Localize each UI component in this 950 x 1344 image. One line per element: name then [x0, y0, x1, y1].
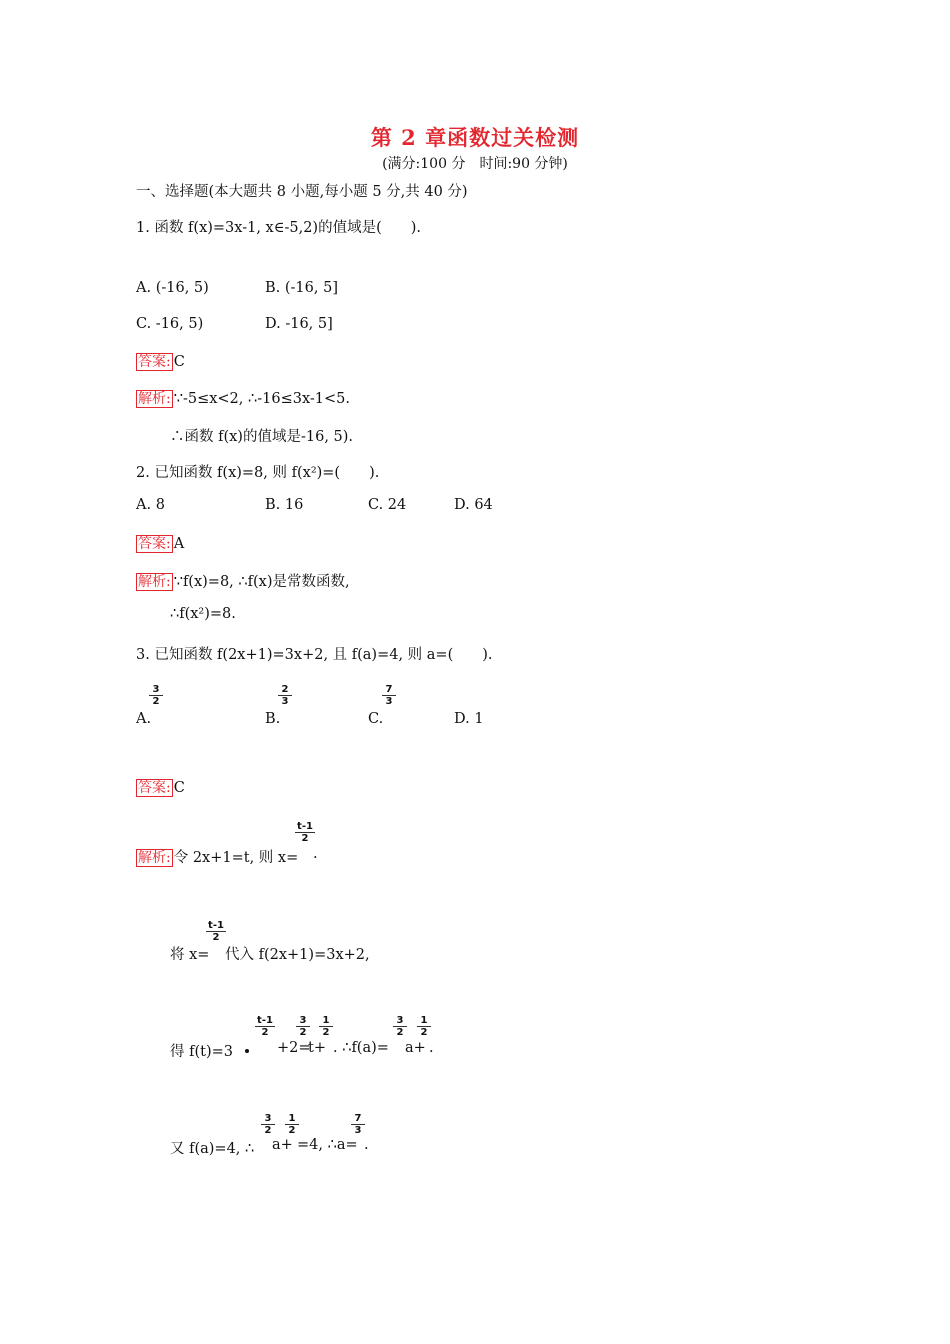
- q2-option-a: A. 8: [136, 497, 165, 513]
- q3-option-b: B.: [265, 711, 281, 727]
- fraction-t-minus-1-over-2: $\frac{t-1}{2}$: [295, 821, 315, 844]
- q3-option-b-fraction: $\frac{2}{3}$: [278, 684, 292, 707]
- q1-analysis-2: ∴函数 f(x)的值域是-16, 5).: [170, 429, 354, 445]
- q3-option-a: A.: [136, 711, 152, 727]
- q3-analysis-1: 令 2x+1=t, 则 x=: [173, 850, 299, 866]
- answer-tag: 答案:: [138, 536, 171, 552]
- q3-stem: 3. 已知函数 f(2x+1)=3x+2, 且 f(a)=4, 则 a=( ).: [136, 647, 493, 663]
- fraction-7-over-3: $\frac{7}{3}$: [351, 1113, 365, 1136]
- q2-option-c: C. 24: [368, 497, 407, 513]
- q2-analysis-1: ∵f(x)=8, ∴f(x)是常数函数,: [173, 574, 350, 590]
- fraction-1-over-2: $\frac{1}{2}$: [319, 1015, 333, 1038]
- q1-analysis-1: ∵-5≤x<2, ∴-16≤3x-1<5.: [173, 391, 350, 407]
- fraction-1-over-2: $\frac{1}{2}$: [417, 1015, 431, 1038]
- q3-option-c-fraction: $\frac{7}{3}$: [382, 684, 396, 707]
- q1-analysis-row: [136, 388, 350, 408]
- q1-stem: 1. 函数 f(x)=3x-1, x∈-5,2)的值域是( ).: [136, 220, 422, 236]
- q3-option-d: D. 1: [454, 711, 484, 727]
- q3-option-c: C.: [368, 711, 384, 727]
- analysis-tag: 解析:: [138, 574, 171, 590]
- page-subtitle: (满分:100 分 时间:90 分钟): [382, 156, 568, 172]
- q2-option-b: B. 16: [265, 497, 304, 513]
- fraction-3-over-2: $\frac{3}{2}$: [261, 1113, 275, 1136]
- analysis-tag: 解析:: [138, 391, 171, 407]
- section-heading: 一、选择题(本大题共 8 小题,每小题 5 分,共 40 分): [136, 184, 468, 200]
- fraction-3-over-2: $\frac{3}{2}$: [296, 1015, 310, 1038]
- q1-answer-row: [136, 351, 185, 371]
- q2-analysis-2: ∴f(x²)=8.: [170, 606, 236, 622]
- q2-analysis-row: [136, 570, 350, 591]
- q3-analysis-3-c: t+: [308, 1040, 326, 1056]
- fraction-3-over-2: $\frac{3}{2}$: [393, 1015, 407, 1038]
- q3-analysis-1-end: .: [313, 846, 318, 862]
- q3-analysis-2-end: 代入 f(2x+1)=3x+2,: [225, 947, 370, 963]
- q2-stem: 2. 已知函数 f(x)=8, 则 f(x²)=( ).: [136, 465, 380, 481]
- fraction-t-minus-1-over-2: $\frac{t-1}{2}$: [206, 920, 226, 943]
- q3-analysis-3-e: a+: [405, 1040, 426, 1056]
- q1-option-a: A. (-16, 5): [136, 280, 209, 296]
- answer-tag: 答案:: [138, 780, 171, 796]
- q1-option-d: D. -16, 5]: [265, 316, 333, 332]
- analysis-tag: 解析:: [138, 850, 171, 866]
- q2-option-d: D. 64: [454, 497, 493, 513]
- q1-answer: C: [173, 354, 185, 370]
- fraction-t-minus-1-over-2: $\frac{t-1}{2}$: [255, 1015, 275, 1038]
- q3-analysis-3-d: . ∴f(a)=: [333, 1040, 389, 1056]
- q3-analysis-4-b: a+: [272, 1137, 293, 1153]
- q3-analysis-3-b: +2=: [277, 1040, 311, 1056]
- q2-answer: A: [173, 536, 185, 552]
- page-title: 第 2 章函数过关检测: [370, 125, 580, 150]
- q2-answer-row: [136, 533, 184, 553]
- q3-analysis-4-a: 又 f(a)=4, ∴: [170, 1141, 255, 1157]
- q1-option-c: C. -16, 5): [136, 316, 204, 332]
- multiply-dot: [245, 1049, 249, 1053]
- q3-analysis-3-f: .: [429, 1040, 434, 1056]
- q3-analysis-4-c: =4, ∴a=: [297, 1137, 358, 1153]
- answer-tag: 答案:: [138, 354, 171, 370]
- q3-option-a-fraction: $\frac{3}{2}$: [149, 684, 163, 707]
- q3-answer-row: [136, 777, 185, 797]
- q3-answer: C: [173, 780, 185, 796]
- q3-analysis-3-a: 得 f(t)=3: [170, 1044, 233, 1060]
- fraction-1-over-2: $\frac{1}{2}$: [285, 1113, 299, 1136]
- q3-analysis-4-d: .: [364, 1137, 369, 1153]
- q1-option-b: B. (-16, 5]: [265, 280, 338, 296]
- q3-analysis-row: [136, 846, 298, 867]
- q3-analysis-2-start: 将 x=: [170, 947, 210, 963]
